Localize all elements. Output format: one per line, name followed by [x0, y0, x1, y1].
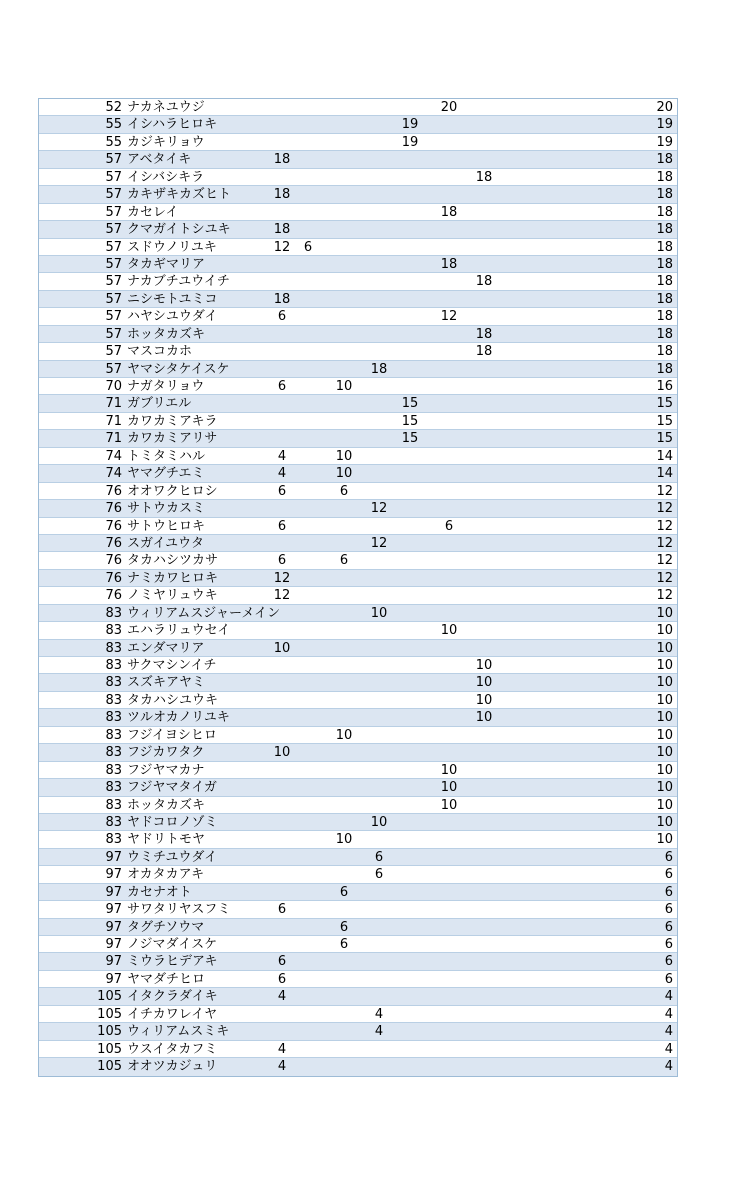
rank-cell: 57	[105, 344, 122, 360]
table-row	[39, 936, 677, 953]
points-c3: 6	[339, 919, 349, 935]
total-points: 6	[664, 919, 673, 935]
rank-cell: 97	[105, 919, 122, 935]
player-name: クマガイトシユキ	[127, 222, 231, 238]
player-name: トミタミハル	[127, 448, 206, 464]
table-row	[39, 762, 677, 779]
player-name: ヤマダチヒロ	[127, 971, 206, 987]
points-c1: 12	[273, 239, 291, 255]
table-row	[39, 744, 677, 761]
rank-cell: 83	[105, 762, 122, 778]
player-name: ウミチユウダイ	[127, 849, 218, 865]
player-name: ハヤシユウダイ	[127, 309, 218, 325]
total-points: 18	[656, 204, 673, 220]
rank-cell: 83	[105, 605, 122, 621]
points-c6: 10	[440, 797, 458, 813]
total-points: 6	[664, 954, 673, 970]
total-points: 18	[656, 326, 673, 342]
player-name: マスコカホ	[127, 344, 193, 360]
rank-cell: 55	[105, 134, 122, 150]
table-row	[39, 169, 677, 186]
points-c5: 19	[401, 134, 419, 150]
table-row	[39, 709, 677, 726]
points-c1: 6	[277, 954, 287, 970]
total-points: 10	[656, 605, 673, 621]
rank-cell: 55	[105, 117, 122, 133]
rank-cell: 57	[105, 239, 122, 255]
rank-cell: 70	[105, 379, 122, 394]
total-points: 14	[656, 466, 673, 482]
player-name: ヤドコロノゾミ	[127, 814, 218, 830]
points-c1: 6	[277, 902, 287, 918]
table-row	[39, 605, 677, 622]
player-name: フジヤマタイガ	[127, 780, 217, 796]
total-points: 10	[656, 780, 673, 796]
player-name: ヤマシタケイスケ	[127, 361, 230, 377]
rank-cell: 83	[105, 710, 122, 726]
total-points: 10	[656, 710, 673, 726]
rank-cell: 83	[105, 658, 122, 673]
total-points: 12	[656, 553, 673, 569]
player-name: アベタイキ	[127, 152, 192, 168]
player-name: カワカミアキラ	[127, 413, 218, 429]
total-points: 10	[656, 762, 673, 778]
table-row	[39, 1006, 677, 1023]
rank-cell: 57	[105, 256, 122, 272]
table-row	[39, 1023, 677, 1040]
points-c5: 15	[401, 413, 419, 429]
player-name: スズキアヤミ	[127, 675, 206, 691]
total-points: 10	[656, 640, 673, 656]
table-row	[39, 256, 677, 273]
player-name: ツルオカノリユキ	[127, 710, 230, 726]
points-c6: 10	[440, 762, 458, 778]
total-points: 19	[656, 134, 673, 150]
points-c2: 6	[303, 239, 313, 255]
table-row	[39, 814, 677, 831]
rank-cell: 83	[105, 832, 122, 848]
total-points: 18	[656, 222, 673, 238]
table-row	[39, 361, 677, 378]
table-row	[39, 884, 677, 901]
total-points: 6	[664, 971, 673, 987]
table-row	[39, 500, 677, 517]
rank-cell: 105	[97, 1059, 122, 1075]
table-row	[39, 116, 677, 133]
total-points: 15	[656, 431, 673, 447]
table-row	[39, 797, 677, 814]
total-points: 10	[656, 692, 673, 708]
total-points: 10	[656, 745, 673, 761]
total-points: 6	[664, 867, 673, 883]
table-row	[39, 587, 677, 604]
points-c1: 4	[277, 989, 287, 1005]
rank-cell: 76	[105, 535, 122, 551]
rank-cell: 83	[105, 675, 122, 691]
table-row	[39, 657, 677, 674]
total-points: 12	[656, 483, 673, 499]
rank-cell: 57	[105, 204, 122, 220]
points-c1: 12	[273, 588, 291, 604]
points-c4: 6	[374, 867, 384, 883]
points-c4: 10	[370, 605, 388, 621]
rank-cell: 83	[105, 814, 122, 830]
table-row	[39, 953, 677, 970]
player-name: サトウヒロキ	[127, 518, 206, 534]
table-row	[39, 465, 677, 482]
points-c1: 18	[273, 187, 291, 203]
rank-cell: 105	[97, 1006, 122, 1022]
player-name: イチカワレイヤ	[127, 1006, 218, 1022]
table-row	[39, 849, 677, 866]
player-name: フジカワタク	[127, 745, 205, 761]
points-c4: 4	[374, 1024, 384, 1040]
rank-cell: 83	[105, 745, 122, 761]
rank-cell: 105	[97, 989, 122, 1005]
table-row	[39, 239, 677, 256]
table-row	[39, 186, 677, 203]
rank-cell: 57	[105, 274, 122, 290]
total-points: 4	[664, 1041, 673, 1057]
rank-cell: 97	[105, 884, 122, 900]
points-c3: 10	[335, 448, 353, 464]
points-c3: 10	[335, 466, 353, 482]
rank-cell: 76	[105, 483, 122, 499]
table-row	[39, 1041, 677, 1058]
total-points: 18	[656, 274, 673, 290]
points-c1: 6	[277, 553, 287, 569]
player-name: ヤドリトモヤ	[127, 832, 206, 848]
rank-cell: 83	[105, 640, 122, 656]
points-c6: 10	[440, 623, 458, 639]
table-row	[39, 692, 677, 709]
points-c3: 10	[335, 379, 353, 394]
rank-cell: 74	[105, 448, 122, 464]
points-c4: 12	[370, 535, 388, 551]
total-points: 10	[656, 832, 673, 848]
rank-cell: 74	[105, 466, 122, 482]
total-points: 15	[656, 396, 673, 412]
player-name: エンダマリア	[127, 640, 205, 656]
player-name: フジヤマカナ	[127, 762, 205, 778]
points-c3: 6	[339, 553, 349, 569]
points-c1: 6	[277, 309, 287, 325]
points-c5: 19	[401, 117, 419, 133]
table-row	[39, 640, 677, 657]
total-points: 19	[656, 117, 673, 133]
player-name: カセナオト	[127, 884, 192, 900]
points-c6: 18	[440, 204, 458, 220]
rank-cell: 52	[105, 100, 122, 115]
points-c4: 4	[374, 1006, 384, 1022]
player-name: カセレイ	[127, 204, 179, 220]
player-name: イタクラダイキ	[127, 989, 218, 1005]
table-row	[39, 1058, 677, 1075]
points-c1: 4	[277, 1059, 287, 1075]
points-c7: 18	[475, 326, 493, 342]
total-points: 14	[656, 448, 673, 464]
table-row	[39, 413, 677, 430]
player-name: カキザキカズヒト	[127, 187, 232, 203]
table-row	[39, 971, 677, 988]
rank-cell: 76	[105, 588, 122, 604]
total-points: 6	[664, 849, 673, 865]
total-points: 6	[664, 902, 673, 918]
rank-cell: 83	[105, 797, 122, 813]
total-points: 18	[656, 152, 673, 168]
points-c7: 10	[475, 658, 493, 673]
points-c4: 12	[370, 501, 388, 517]
table-row	[39, 134, 677, 151]
player-name: イシバシキラ	[127, 169, 205, 185]
rank-cell: 97	[105, 902, 122, 918]
total-points: 12	[656, 570, 673, 586]
player-name: オオワクヒロシ	[127, 483, 218, 499]
total-points: 12	[656, 588, 673, 604]
rank-cell: 76	[105, 501, 122, 517]
table-row	[39, 518, 677, 535]
points-c1: 18	[273, 152, 291, 168]
table-row	[39, 535, 677, 552]
points-c6: 12	[440, 309, 458, 325]
total-points: 18	[656, 291, 673, 307]
rank-cell: 97	[105, 867, 122, 883]
table-row	[39, 570, 677, 587]
player-name: スガイユウタ	[127, 535, 204, 551]
total-points: 6	[664, 937, 673, 952]
total-points: 18	[656, 309, 673, 325]
player-name: タカギマリア	[127, 256, 206, 272]
total-points: 15	[656, 413, 673, 429]
player-name: サクマシンイチ	[127, 658, 217, 673]
total-points: 6	[664, 884, 673, 900]
player-name: ウィリアムスミキ	[127, 1024, 230, 1040]
rank-cell: 76	[105, 553, 122, 569]
player-name: ウィリアムスジャーメイン	[127, 605, 281, 621]
table-row	[39, 151, 677, 168]
rank-cell: 57	[105, 309, 122, 325]
points-c1: 10	[273, 745, 291, 761]
points-c4: 6	[374, 849, 384, 865]
rank-cell: 76	[105, 570, 122, 586]
table-row	[39, 622, 677, 639]
total-points: 10	[656, 727, 673, 743]
player-name: スドウノリユキ	[127, 239, 217, 255]
player-name: ノミヤリュウキ	[127, 588, 218, 604]
player-name: サワタリヤスフミ	[127, 902, 231, 918]
player-name: ウスイタカフミ	[127, 1041, 218, 1057]
points-c7: 18	[475, 344, 493, 360]
points-c1: 6	[277, 379, 287, 394]
player-name: ナガタリョウ	[127, 379, 205, 394]
points-c6: 6	[444, 518, 454, 534]
points-c1: 4	[277, 1041, 287, 1057]
total-points: 10	[656, 814, 673, 830]
table-row	[39, 919, 677, 936]
player-name: ホッタカズキ	[127, 797, 206, 813]
points-c1: 4	[277, 448, 287, 464]
player-name: イシハラヒロキ	[127, 117, 218, 133]
table-row	[39, 727, 677, 744]
player-name: ナミカワヒロキ	[127, 570, 219, 586]
player-name: エハラリュウセイ	[127, 623, 231, 639]
table-row	[39, 831, 677, 848]
rank-cell: 57	[105, 222, 122, 238]
points-c3: 10	[335, 727, 353, 743]
points-c1: 6	[277, 518, 287, 534]
points-c6: 20	[440, 100, 458, 115]
rank-cell: 105	[97, 1041, 122, 1057]
table-row	[39, 308, 677, 325]
rank-cell: 57	[105, 361, 122, 377]
points-c5: 15	[401, 396, 419, 412]
points-c7: 18	[475, 169, 493, 185]
ranking-table	[38, 98, 678, 1077]
points-c3: 6	[339, 937, 349, 952]
rank-cell: 83	[105, 623, 122, 639]
player-name: ナカネユウジ	[127, 100, 205, 115]
total-points: 12	[656, 535, 673, 551]
player-name: タグチソウマ	[127, 919, 205, 935]
player-name: サトウカスミ	[127, 501, 206, 517]
table-row	[39, 291, 677, 308]
total-points: 10	[656, 658, 673, 673]
player-name: オカタカアキ	[127, 867, 205, 883]
total-points: 4	[664, 1059, 673, 1075]
points-c1: 4	[277, 466, 287, 482]
points-c7: 18	[475, 274, 493, 290]
player-name: タカハシユウキ	[127, 692, 219, 708]
points-c1: 18	[273, 222, 291, 238]
table-row	[39, 988, 677, 1005]
rank-cell: 83	[105, 727, 122, 743]
rank-cell: 57	[105, 291, 122, 307]
points-c6: 18	[440, 256, 458, 272]
table-row	[39, 901, 677, 918]
table-row	[39, 395, 677, 412]
rank-cell: 57	[105, 152, 122, 168]
rank-cell: 71	[105, 413, 122, 429]
points-c3: 10	[335, 832, 353, 848]
points-c1: 6	[277, 483, 287, 499]
total-points: 18	[656, 169, 673, 185]
rank-cell: 105	[97, 1024, 122, 1040]
points-c5: 15	[401, 431, 419, 447]
total-points: 12	[656, 501, 673, 517]
player-name: ガブリエル	[127, 396, 192, 412]
rank-cell: 97	[105, 937, 122, 952]
total-points: 4	[664, 1006, 673, 1022]
points-c7: 10	[475, 692, 493, 708]
total-points: 18	[656, 239, 673, 255]
rank-cell: 83	[105, 692, 122, 708]
total-points: 4	[664, 989, 673, 1005]
table-row	[39, 448, 677, 465]
rank-cell: 71	[105, 396, 122, 412]
rank-cell: 97	[105, 954, 122, 970]
rank-cell: 97	[105, 849, 122, 865]
total-points: 10	[656, 797, 673, 813]
table-row	[39, 674, 677, 691]
rank-cell: 57	[105, 169, 122, 185]
table-row	[39, 221, 677, 238]
total-points: 10	[656, 623, 673, 639]
total-points: 4	[664, 1024, 673, 1040]
total-points: 18	[656, 361, 673, 377]
total-points: 12	[656, 518, 673, 534]
table-row	[39, 483, 677, 500]
total-points: 18	[656, 344, 673, 360]
table-row	[39, 204, 677, 221]
table-row	[39, 430, 677, 447]
table-row	[39, 866, 677, 883]
player-name: ヤマグチエミ	[127, 466, 205, 482]
rank-cell: 57	[105, 187, 122, 203]
player-name: ニシモトユミコ	[127, 291, 218, 307]
player-name: カワカミアリサ	[127, 431, 218, 447]
total-points: 20	[656, 100, 673, 115]
points-c7: 10	[475, 710, 493, 726]
points-c3: 6	[339, 483, 349, 499]
table-row	[39, 779, 677, 796]
total-points: 16	[656, 379, 673, 394]
points-c1: 6	[277, 971, 287, 987]
points-c4: 18	[370, 361, 388, 377]
table-row	[39, 378, 677, 395]
points-c1: 12	[273, 570, 291, 586]
rank-cell: 97	[105, 971, 122, 987]
rank-cell: 83	[105, 780, 122, 796]
points-c4: 10	[370, 814, 388, 830]
player-name: ノジマダイスケ	[127, 937, 218, 952]
player-name: ミウラヒデアキ	[127, 954, 218, 970]
table-row	[39, 273, 677, 290]
table-row	[39, 552, 677, 569]
points-c1: 18	[273, 291, 291, 307]
rank-cell: 71	[105, 431, 122, 447]
total-points: 10	[656, 675, 673, 691]
points-c3: 6	[339, 884, 349, 900]
rank-cell: 76	[105, 518, 122, 534]
table-row	[39, 99, 677, 116]
player-name: フジイヨシヒロ	[127, 727, 217, 743]
points-c1: 10	[273, 640, 291, 656]
total-points: 18	[656, 187, 673, 203]
player-name: タカハシツカサ	[127, 553, 219, 569]
player-name: カジキリョウ	[127, 134, 205, 150]
rank-cell: 57	[105, 326, 122, 342]
total-points: 18	[656, 256, 673, 272]
player-name: ナカブチユウイチ	[127, 274, 230, 290]
table-row	[39, 343, 677, 360]
player-name: オオツカジュリ	[127, 1059, 218, 1075]
points-c7: 10	[475, 675, 493, 691]
table-row	[39, 326, 677, 343]
player-name: ホッタカズキ	[127, 326, 206, 342]
points-c6: 10	[440, 780, 458, 796]
